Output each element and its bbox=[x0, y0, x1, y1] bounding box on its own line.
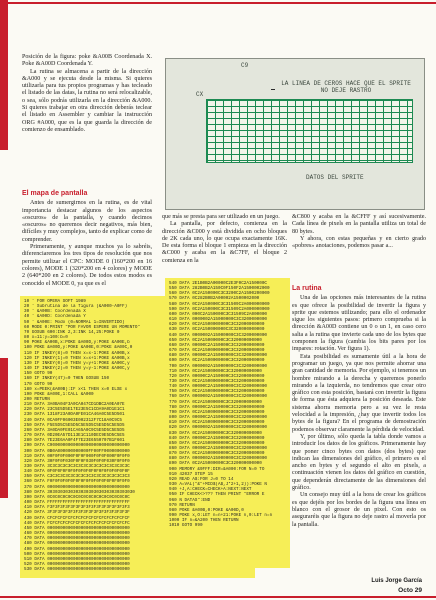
listing-line: 110 IF INKEY(8)=0 THEN x=x-1:POKE &A00B,x bbox=[24, 350, 130, 356]
listing-line: 690 DATA 0C2A1500000000C3C32000000000 bbox=[169, 358, 265, 364]
listing-line: 830 DATA 0C2A15000000C3C320000000000 bbox=[169, 430, 262, 436]
listing-line: 890 DATA 0C2A15000000C3C320000000000 bbox=[169, 461, 262, 467]
figure-note-zeros: LA LINEA DE CEROS HACE QUE EL SPRITE NO DEJE RASTRO bbox=[281, 80, 411, 94]
listing-line: 500 DATA 00000000000000000000000000000000 bbox=[24, 551, 130, 557]
listing-line: 1000 IF n=&A200 THEN RETURN bbox=[169, 518, 239, 524]
figure-note-data: DATOS DEL SPRITE bbox=[306, 174, 364, 181]
listing-line: 940 +J,A:CHECK=CHECK+A:NEXT:NEXT bbox=[169, 487, 252, 493]
listing-line: 750 DATA 0C2A1500000000C3C32000000000 bbox=[169, 389, 265, 395]
paragraph: Y, por último, sólo queda la tabla donde vamos a introducir los datos de los gráficos. Primeramente hay que poner cinco bytes con datos (dos bytes) que indican las dimensiones del gráfico, el primero es el ancho en bytes y el segundo el alto en pixels, a continuación vienen los datos del gráfico en cuestión, que dependerán directamente de las dimensiones del gráfico. bbox=[292, 433, 426, 492]
listing-line: 150 GOTO 90 bbox=[24, 371, 53, 377]
pointer-line bbox=[271, 89, 275, 90]
listing-line: 790 DATA 0C2A1500000000C3C32000000000 bbox=[169, 409, 265, 415]
listing-line: 570 DATA 0C282B0B2A00002A1500002000 bbox=[169, 296, 260, 302]
listing-line: 910 42037 STEP 15 bbox=[169, 471, 213, 477]
listing-line: 140 IF INKEY(2)=0 THEN y=y-1:POKE &A00C,y bbox=[24, 366, 130, 372]
listing-line: 220 DATA 23C5E5D5E17E23E5C1CDA9A0D1E1C1 bbox=[24, 407, 125, 413]
figure-corner-label: C9 bbox=[241, 62, 249, 69]
listing-line: 90 POKE &A00B,x:POKE &A00D,y:POKE &A00E,b bbox=[24, 340, 130, 346]
listing-line: 390 DATA 0C0C0C0C0C0C0C0C0C0C0C0C0C0C0C0C bbox=[24, 494, 130, 500]
listing-line: 780 DATA 00000C2A150000C3C32000000000 bbox=[169, 404, 265, 410]
listing-line: 380 DATA 3030303030303030303030303030303030 bbox=[24, 489, 135, 495]
listing-line: 870 DATA 0C2A1500000000C3C32000000000 bbox=[169, 451, 265, 457]
column-3-rutina bbox=[292, 281, 426, 529]
page-folio: Octo 29 bbox=[398, 587, 422, 594]
listing-line: 960 N DATAS":END bbox=[169, 497, 211, 503]
figure-cx-label: CX bbox=[196, 91, 204, 98]
listing-line: 350 DATA C3C3C3C3C3C3C3C3C3C3C3C3C3C3C3C3 bbox=[24, 474, 130, 480]
listing-line: 900 MEMORY &9FFF:DIR=&A000:FOR N=0 TO bbox=[169, 466, 265, 472]
listing-line: 230 DATA 1318F23A0DA0FE01CA46A0C5E5D501 bbox=[24, 412, 125, 418]
listing-line: 100 POKE &A00D,y:POKE &A00E,0:POKE &A00C,0 bbox=[24, 345, 133, 351]
listing-line: 700 DATA 0000002A15000000C3C3200000000 bbox=[169, 363, 267, 369]
listing-line: 440 DATA FCFCFCFCFCFCFCFCFCFCFCFCFCFCFCFC bbox=[24, 520, 130, 526]
paragraph: &C800 y acaba en la &CFFF y así sucesivamente. Cada línea de pixels en la pantalla utiliza un total de 80 bytes. bbox=[292, 214, 426, 235]
listing-line: 1010 GOTO 990 bbox=[169, 523, 203, 529]
listing-line: 930 A=VAL("&"+MID$(A$,J*2+1,2)):POKE N bbox=[169, 482, 267, 488]
sprite-grid bbox=[206, 99, 413, 163]
listing-line: 490 DATA 00000000000000000000000000000000 bbox=[24, 546, 130, 552]
listing-line: 400 DATA FFFFFFFFFFFFFFFFFFFFFFFFFFFFFFFF bbox=[24, 500, 130, 506]
side-tab-top bbox=[0, 0, 8, 150]
listing-line: 190 POKE &A00E,1:CALL &A000 bbox=[24, 391, 94, 397]
paragraph: Antes de sumergirnos en la rutina, es de vital importancia destacar algunos de los aspectos «oscuros» de la pantalla, y cuando decimos «oscuros» no queremos decir negativos, más bien, difíciles y muy complejos, tanto de explicar como de comprender. bbox=[22, 200, 152, 243]
sprite-figure bbox=[165, 58, 425, 210]
basic-listing-right bbox=[165, 278, 290, 568]
listing-line: 360 DATA F0F0F0F0F0F0F0F0F0F0F0F0F0F0F0F0 bbox=[24, 479, 130, 485]
listing-line: 120 IF INKEY(1)=0 THEN x=x+1:POKE &A00B,x bbox=[24, 355, 130, 361]
listing-line: 60 MODE 0:PRINT "POR FAVOR ESPERE UN MOMENTO" bbox=[24, 324, 141, 330]
listing-line: 970 RETURN bbox=[169, 502, 195, 508]
listing-line: 460 DATA 00000000000000000000000000000000 bbox=[24, 531, 130, 537]
listing-line: 480 DATA 00000000000000000000000000000000 bbox=[24, 541, 130, 547]
listing-line: 860 DATA 00000C2A15000000C3C3200000000 bbox=[169, 446, 267, 451]
paragraph: La pantalla, por defecto, comienza en la dirección &C000 y está dividida en ocho bloques de 2K cada uno, lo que ocupa exactamente 16K. De esta forma el bloque 1 empieza en la dirección &C000 y acaba en la &C7FF, el bloque 2 comienza en la bbox=[162, 221, 287, 264]
listing-line: 670 DATA 0C2A1500000000C3C32000000000 bbox=[169, 348, 265, 354]
listing-line: 550 DATA 282B0B2A150C0F150F2A1500002000 bbox=[169, 286, 270, 292]
column-1-mapa bbox=[22, 186, 152, 288]
listing-line: 820 DATA 0000002A15000000C3C3200000000 bbox=[169, 425, 267, 431]
listing-line: 410 DATA F3F3F3F3F3F3F3F3F3F3F3F3F3F3F3F3 bbox=[24, 505, 130, 511]
listing-line: 210 DATA 3A0BA04F3A0CA047CD1DBC2A0EA07E bbox=[24, 402, 125, 408]
paragraph: Y ahora, con estas pequeñas y en cierto grado «pobres» anotaciones, podemos pasar a... bbox=[292, 235, 426, 250]
listing-line: 470 DATA 00000000000000000000000000000000 bbox=[24, 536, 130, 542]
listing-line: 340 DATA 0F0F0F0F0F0F0F0F0F0F0F0F0F0F0F0F bbox=[24, 469, 130, 475]
listing-line: 800 DATA 00000C2A15000000C3C3200000000 bbox=[169, 415, 267, 421]
listing-line: 270 DATA 0D20EA57D113E1C110DEC9E5D5C5E5 bbox=[24, 433, 125, 439]
listing-line: 950 IF CHECK<>??? THEN PRINT "ERROR E bbox=[169, 492, 265, 498]
column-1-intro bbox=[22, 54, 152, 134]
paragraph: Posición de la figura: poke &A00B Coordenada X. Poke &A00D Coordenada Y. bbox=[22, 54, 152, 68]
listing-line: 850 DATA 0C2A1500000000C3C32000000000 bbox=[169, 440, 265, 446]
listing-line: 370 DATA 00000000000000000000000000000000 bbox=[24, 484, 130, 490]
listing-line: 740 DATA 00000C2A15000000C3C3200000000 bbox=[169, 384, 267, 390]
listing-line: 420 DATA 3F3F3F3F3F3F3F3F3F3F3F3F3F3F3F3F bbox=[24, 510, 130, 516]
listing-line: 580 DATA 0C2A150000C3C31509C2A000000000 bbox=[169, 301, 270, 307]
listing-line: 980 POKE &A00B,0:POKE &A00D,0 bbox=[169, 507, 244, 513]
listing-line: 560 DATA 0C2A150000C3C3200C2A1500200000 bbox=[169, 291, 270, 297]
listing-line: 530 DATA 00000000000000000000000000000000 bbox=[24, 567, 130, 573]
column-3-top bbox=[292, 214, 426, 250]
paragraph: Primeramente, y aunque muchos ya lo sabréis, diferenciaremos los tres tipos de resolución que nos permite utilizar el CPC: MODE 0 (160*200 en 16 colores), MODE 1 (320*200 en 4 colores) y MODE 2 (640*200 en 2 colores). De todos estos modos es conocido el MODE 0, ya que es el bbox=[22, 244, 152, 287]
listing-line: 50 ' &A00E: Modo (0=NORMAL 1=INVERTIDO) bbox=[24, 319, 125, 325]
listing-line: 610 DATA 0000002A15000000C3C3200000000 bbox=[169, 317, 267, 323]
listing-line: 680 DATA 00000C2A15000000C3C3200000000 bbox=[169, 353, 267, 359]
listing-line: 620 DATA 0C2A1500000000C3C32000000000 bbox=[169, 322, 265, 328]
paragraph: Un consejo muy útil a la hora de crear los gráficos es que dejéis por los bordes de la figura una línea en blanco con el grosor de un pixel. Con esto os aseguraréis que la figura no deje rastro al moverla por la pantalla. bbox=[292, 492, 426, 528]
listing-line: 430 DATA CFCFCFCFCFCFCFCFCFCFCFCFCFCFCFCF bbox=[24, 515, 130, 521]
listing-line: 730 DATA 0C2A1500000000C3C32000000000 bbox=[169, 378, 265, 384]
paragraph: Una de las opciones más interesantes de la rutina es que ofrece la posibilidad de invertir la figura y sprite que estemos utilizando; para ello el ordenador sigue los siguientes pasos: primero comprueba si la dirección &A00D contiene un 0 o un 1, en caso cero salta a la rutina que invierte cada uno de los bytes que componen la figura (cambia los bits pares por los impares: rotación. Ver figura 1). bbox=[292, 295, 426, 353]
listing-line: 310 DATA 00F0F0F000F0F0F000F0F0F000F0F0F0 bbox=[24, 453, 130, 459]
listing-line: 810 DATA 0C2A1500000000C3C32000000000 bbox=[169, 420, 265, 426]
listing-line: 10 ' FOR OPERA SOFT 1989 bbox=[24, 299, 86, 304]
listing-line: 130 IF INKEY(0)=0 THEN y=y+1:POKE &A00C,y bbox=[24, 360, 130, 366]
section-heading-rutina: La rutina bbox=[292, 285, 322, 292]
listing-line: 40 ' &A00D: Coordenada Y bbox=[24, 314, 86, 320]
paragraph: Esta posibilidad es sumamente útil a la hora de programar un juego, ya que nos permite ahorrar una gran cantidad de memoria. Por ejemplo, si tenemos un hombre mirando a la derecha y queremos ponerlo mirando a la izquierda, no tendremos que crear otro gráfico con esta posición, bastará con invertir la figura de forma que ésta adquiera la posición deseada. Este sistema ahorra memoria pero a su vez le resta velocidad a la impresión, ¿hay que invertir todos los bytes de la figura? En el programa de demostración podemos observar claramente la pérdida de velocidad. bbox=[292, 353, 426, 433]
listing-line: 510 DATA 00000000000000000000000000000000 bbox=[24, 556, 130, 562]
listing-line: 30 ' &A00B: Coordenada X bbox=[24, 309, 86, 315]
listing-line: 240 DATA 0CA0FF06003E002312F7C18A0C9C5 bbox=[24, 417, 122, 423]
listing-line: 330 DATA 3C3C3C3C3C3C3C3C3C3C3C3C3C3C3C3C bbox=[24, 464, 130, 469]
listing-line: 80 x=11:y=100:b=0 bbox=[24, 335, 68, 341]
author-credit: Luis Jorge García bbox=[371, 578, 422, 584]
side-tab-bottom bbox=[0, 358, 8, 498]
listing-line: 260 DATA 3A0DA0FE01CA65A0C9C5E5D5C5E5D5 bbox=[24, 427, 125, 433]
listing-line: 760 DATA 0000002A15000000C3C3200000000 bbox=[169, 394, 267, 400]
listing-line: 300 DATA 0B0A000000000000FF00FF0000000000 bbox=[24, 448, 130, 454]
section-heading-mapa: El mapa de pantalla bbox=[22, 190, 88, 197]
listing-line: 200 RETURN bbox=[24, 396, 50, 402]
listing-line: 20 ' Subrutina de la figura (&A000-A0FF) bbox=[24, 304, 128, 310]
listing-line: 600 DATA 000C2A150000C3C31509C2A000000 bbox=[169, 311, 267, 317]
listing-line: 160 IF INKEY(47)=0 THEN GOSUB 150 bbox=[24, 376, 110, 382]
listing-line: 640 DATA 0000002A15000000C3C3200000000 bbox=[169, 332, 267, 338]
listing-line: 720 DATA 00000C2A150000C3C32000000000 bbox=[169, 373, 265, 379]
listing-line: 290 DATA C9000000000000000000000000000000 bbox=[24, 443, 130, 449]
listing-line: 540 DATA 2E1B0B2A00000C2E3F0C2A150000C bbox=[169, 281, 267, 286]
listing-line: 920 READ A$:FOR J=0 TO 14 bbox=[169, 476, 234, 482]
paragraph: La rutina se almacena a partir de la dirección &A000 y se ejecuta desde la misma. Si quieres utilizarla para tus propios programas y has tecleado el listado de las datas, la rutina no será relocalizable, o sea, sólo podrás utilizarla en la dirección &A000. Si quieres trabajar en otra dirección deberás teclear el listado en Assembler y cambiar la instrucción ORG #A000, que es la que guarda la dirección de comienzo de ensamblado. bbox=[22, 68, 152, 133]
listing-line: 70 GOSUB 600:INK 2,3:INK 14,25:POKE 0 bbox=[24, 329, 120, 335]
listing-line: 320 DATA 30F0F0F030F0F0F030F0F0F030F0F0F0 bbox=[24, 458, 130, 464]
listing-line: 880 DATA 0000002A15000000C3C3200000000 bbox=[169, 456, 267, 462]
listing-line: 650 DATA 0C2A15000000C3C320000000000 bbox=[169, 337, 262, 343]
listing-line: 170 GOTO 90 bbox=[24, 381, 53, 387]
paragraph: que más se presta para ser utilizado en un juego. bbox=[162, 214, 280, 220]
listing-line: 250 DATA F5E5D5C5E5D5C5E5D5C5E5D5C5E5D5 bbox=[24, 422, 125, 428]
listing-line: 630 DATA 0C2A150000000C3C320000000000 bbox=[169, 327, 265, 333]
listing-line: 180 x=PEEK(&A00B):IF x<1 THEN x=0 ELSE x bbox=[24, 386, 128, 392]
listing-line: 450 DATA 00000000000000000000000000000000 bbox=[24, 525, 130, 531]
bottom-rule bbox=[0, 596, 436, 598]
listing-line: 990 POKE x,O:LET n=n+21:POKE n,0:LET n=n bbox=[169, 513, 273, 519]
column-2 bbox=[162, 214, 287, 265]
listing-line: 520 DATA 00000000000000000000000000000000 bbox=[24, 561, 130, 567]
top-rule bbox=[0, 2, 436, 4]
listing-line: 840 DATA 00000C2A150000C3C32000000000 bbox=[169, 435, 265, 441]
listing-line: 770 DATA 0C2A15000000C3C320000000000 bbox=[169, 399, 262, 405]
listing-line: 660 DATA 00000C2A150000C3C32000000000 bbox=[169, 342, 265, 348]
listing-line: 280 DATA 7E23E6AA0F4F7E23E6550707B1F601 bbox=[24, 438, 125, 444]
listing-line: 590 DATA 0C2A150000C3C31509C2A000000000 bbox=[169, 306, 270, 312]
listing-line: 710 DATA 0C2A15000000C3C320000000000 bbox=[169, 368, 262, 374]
